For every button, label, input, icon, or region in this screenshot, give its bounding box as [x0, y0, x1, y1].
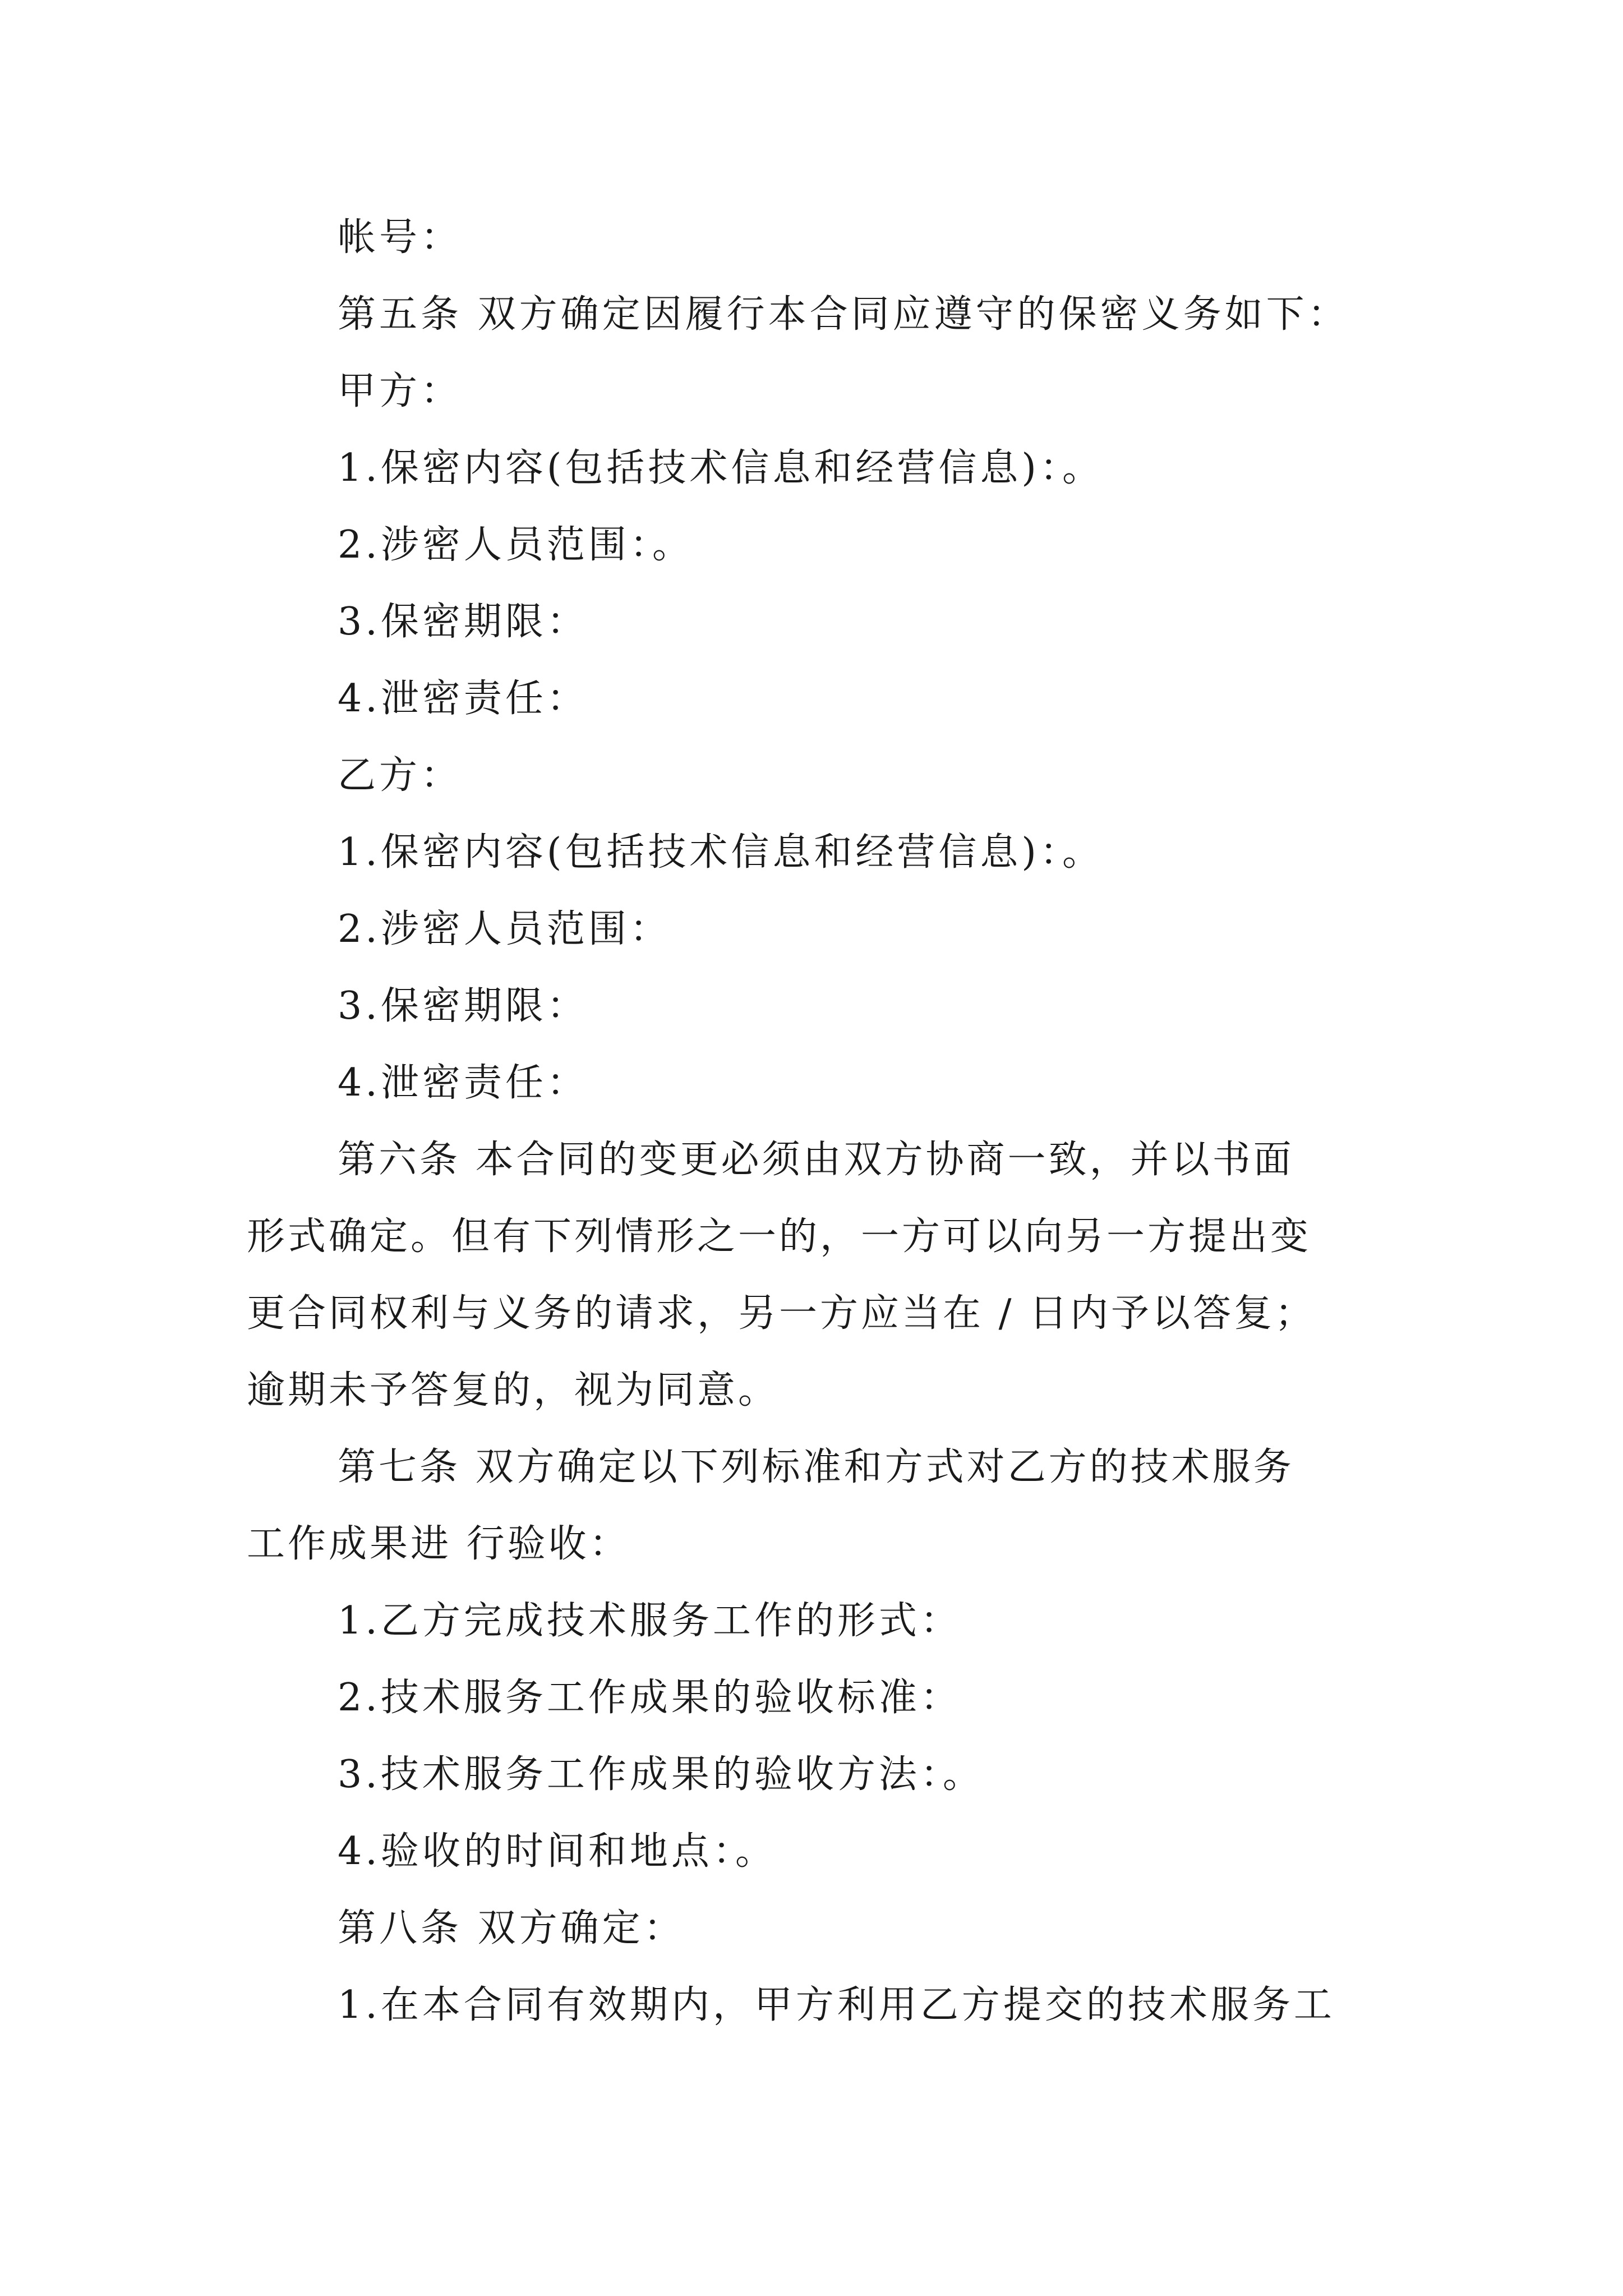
- party-b-item-3: 3.保密期限：: [338, 984, 588, 1028]
- party-a-item-1: 1.保密内容(包括技术信息和经营信息)：。: [338, 446, 1104, 490]
- document-body: [247, 199, 1385, 2044]
- article-8-item-1: 1.在本合同有效期内，甲方利用乙方提交的技术服务工: [338, 1983, 1335, 2027]
- article-8-heading: 第八条 双方确定：: [338, 1906, 685, 1950]
- party-a-item-2: 2.涉密人员范围：。: [338, 523, 694, 567]
- party-a-item-4: 4.泄密责任：: [338, 677, 588, 721]
- party-b-item-2: 2.涉密人员范围：: [338, 907, 671, 951]
- article-5-heading: 第五条 双方确定因履行本合同应遵守的保密义务如下：: [338, 292, 1349, 337]
- article-6-line-2: 形式确定。但有下列情形之一的，一方可以向另一方提出变: [247, 1214, 1312, 1259]
- article-6-line-1: 第六条 本合同的变更必须由双方协商一致，并以书面: [338, 1138, 1294, 1182]
- article-7-line-2: 工作成果进 行验收：: [247, 1522, 630, 1566]
- party-a-label: 甲方：: [338, 369, 463, 413]
- article-6-line-3: 更合同权利与义务的请求，另一方应当在 / 日内予以答复；: [247, 1291, 1316, 1336]
- party-b-item-1: 1.保密内容(包括技术信息和经营信息)：。: [338, 830, 1104, 875]
- account-number-label: 帐号：: [338, 215, 463, 260]
- party-a-item-3: 3.保密期限：: [338, 600, 588, 644]
- party-b-item-4: 4.泄密责任：: [338, 1061, 588, 1105]
- article-7-item-4: 4.验收的时间和地点：。: [338, 1829, 777, 1874]
- party-b-label: 乙方：: [338, 753, 463, 798]
- article-7-item-2: 2.技术服务工作成果的验收标准：: [338, 1676, 962, 1720]
- article-6-line-4: 逾期未予答复的，视为同意。: [247, 1368, 780, 1412]
- article-7-item-1: 1.乙方完成技术服务工作的形式：: [338, 1599, 962, 1643]
- article-7-line-1: 第七条 双方确定以下列标准和方式对乙方的技术服务: [338, 1445, 1294, 1489]
- article-7-item-3: 3.技术服务工作成果的验收方法：。: [338, 1752, 984, 1797]
